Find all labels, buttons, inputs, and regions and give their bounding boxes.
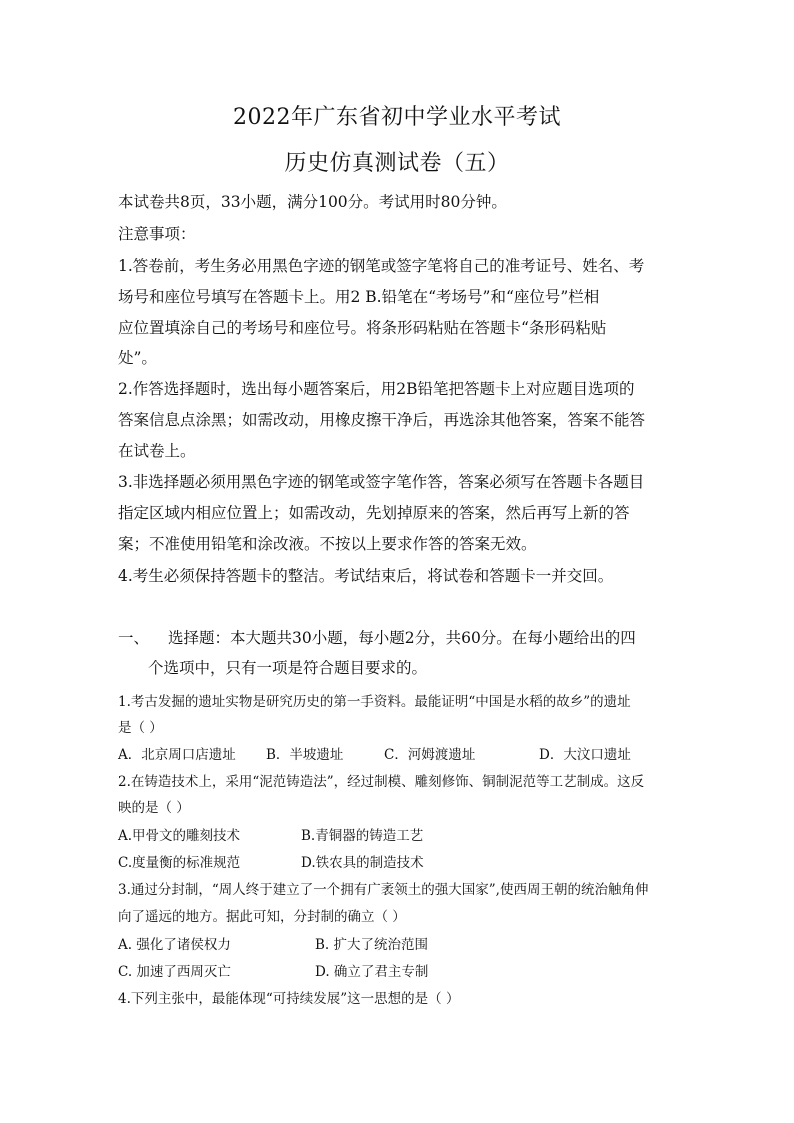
note-4-line-1: 4.考生必须保持答题卡的整洁。考试结束后，将试卷和答题卡一并交回。 <box>118 567 614 585</box>
question-1-option-b: B．半坡遗址 <box>266 747 344 763</box>
question-1-option-c: C．河姆渡遗址 <box>384 747 476 763</box>
note-3-line-1: 3.非选择题必须用黑色字迹的钢笔或签字笔作答，答案必须写在答题卡各题目 <box>118 473 645 491</box>
question-2-stem-line-1: 2.在铸造技术上，采用“泥范铸造法”，经过制模、雕刻修饰、铜制泥范等工艺制成。这反 <box>118 774 645 790</box>
note-1-line-1: 1.答卷前，考生务必用黑色字迹的钢笔或签字笔将自己的准考证号、姓名、考 <box>118 257 645 275</box>
question-4-stem-line-1: 4.下列主张中，最能体现“可持续发展”这一思想的是（ ） <box>118 991 460 1007</box>
note-3-line-3: 案；不准使用铅笔和涂改液。不按以上要求作答的答案无效。 <box>118 535 537 553</box>
question-3-option-c: C. 加速了西周灭亡 <box>118 964 231 980</box>
section-heading-line-1: 选择题：本大题共30小题，每小题2分，共60分。在每小题给出的四 <box>168 629 636 647</box>
question-2-stem-line-2: 映的是（ ） <box>118 800 190 816</box>
question-2-option-c: C.度量衡的标准规范 <box>118 855 241 871</box>
section-heading-line-2: 个选项中，只有一项是符合题目要求的。 <box>148 659 428 677</box>
note-2-line-3: 在试卷上。 <box>118 442 196 460</box>
question-2-option-b: B.青铜器的铸造工艺 <box>301 828 424 844</box>
exam-summary: 本试卷共8页，33小题，满分100分。考试用时80分钟。 <box>118 193 507 211</box>
question-3-option-b: B. 扩大了统治范围 <box>315 937 429 953</box>
question-1-stem-line-2: 是（ ） <box>118 720 163 736</box>
note-1-line-3: 应位置填涂自己的考场号和座位号。将条形码粘贴在答题卡“条形码粘贴 <box>118 319 607 337</box>
question-3-stem-line-1: 3.通过分封制，“周人终于建立了一个拥有广袤领土的强大国家”,使西周王朝的统治触角伸 <box>118 882 649 898</box>
section-number: 一、 <box>118 629 150 647</box>
question-2-option-d: D.铁农具的制造技术 <box>301 855 424 871</box>
question-2-option-a: A.甲骨文的雕刻技术 <box>118 828 241 844</box>
note-1-line-4: 处”。 <box>118 349 157 367</box>
note-2-line-1: 2.作答选择题时，选出每小题答案后，用2B铅笔把答题卡上对应题目选项的 <box>118 380 635 398</box>
note-3-line-2: 指定区域内相应位置上；如需改动，先划掉原来的答案，然后再写上新的答 <box>118 504 630 522</box>
question-1-option-d: D．大汶口遗址 <box>539 747 631 763</box>
exam-subtitle: 历史仿真测试卷（五） <box>284 151 510 176</box>
question-3-option-a: A. 强化了诸侯权力 <box>118 937 231 953</box>
exam-title: 2022年广东省初中学业水平考试 <box>233 105 561 130</box>
note-2-line-2: 答案信息点涂黑；如需改动，用橡皮擦干净后，再选涂其他答案，答案不能答 <box>118 411 646 429</box>
question-1-stem-line-1: 1.考古发掘的遗址实物是研究历史的第一手资料。最能证明“中国是水稻的故乡”的遗址 <box>118 694 631 710</box>
question-3-option-d: D. 确立了君主专制 <box>315 964 429 980</box>
question-1-option-a: A．北京周口店遗址 <box>118 747 236 763</box>
notes-heading: 注意事项： <box>118 225 196 243</box>
note-1-line-2: 场号和座位号填写在答题卡上。用2 B.铅笔在“考场号”和“座位号”栏相 <box>118 288 600 306</box>
question-3-stem-line-2: 向了遥远的地方。据此可知，分封制的确立（ ） <box>118 909 406 925</box>
